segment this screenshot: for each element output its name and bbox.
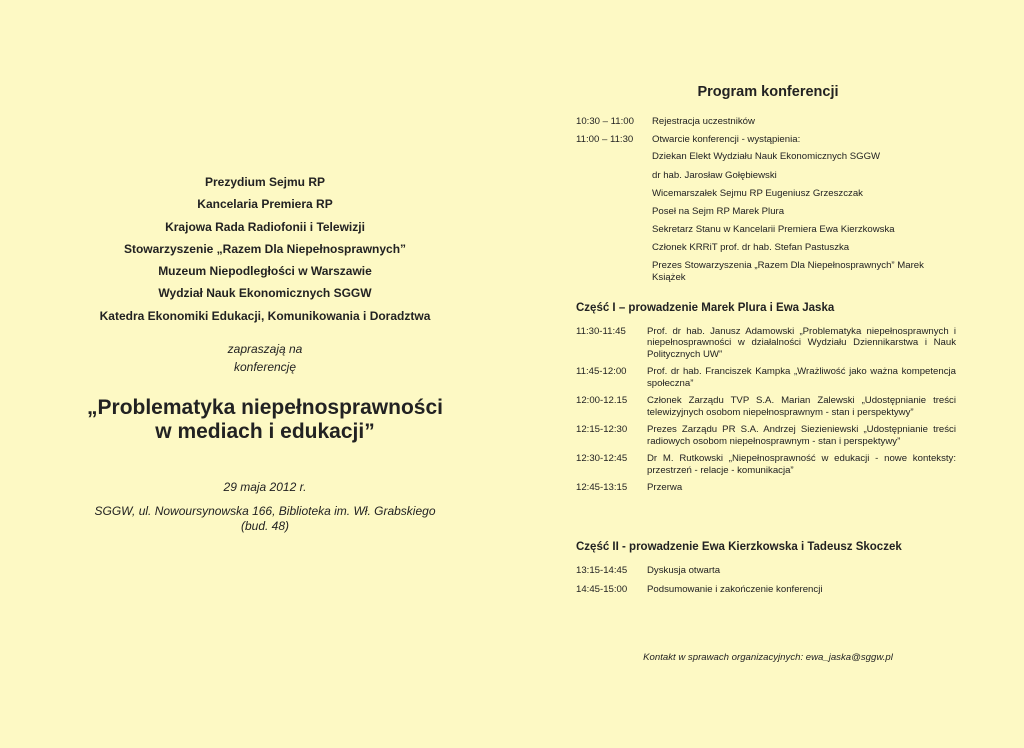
schedule-time: 12:00-12.15: [576, 395, 628, 407]
contact-info: Kontakt w sprawach organizacyjnych: ewa_jaska@sggw.pl: [643, 652, 893, 663]
organizer: Wydział Nauk Ekonomicznych SGGW: [158, 286, 372, 301]
schedule-row: [576, 565, 956, 576]
organizer: Kancelaria Premiera RP: [197, 197, 333, 212]
schedule-row: [576, 482, 956, 493]
invitation-line: konferencję: [233, 360, 297, 374]
schedule-desc: Prezes Zarządu PR S.A. Andrzej Siezieniewski „Udostępnianie treści radiowych osobom niepełnosprawnym - stan i perspektywy”: [647, 424, 956, 447]
session1-title: Część I – prowadzenie Marek Plura i Ewa Jaska: [576, 302, 835, 314]
speaker: Członek KRRiT prof. dr hab. Stefan Pastuszka: [652, 241, 850, 253]
schedule-row: [576, 584, 956, 595]
schedule-desc: Prof. dr hab. Janusz Adamowski „Problematyka niepełnosprawnych i niepełnosprawności w działalności Wydziału Dziennikarstwa i Nauk Politycznych UW”: [647, 326, 956, 360]
conference-date: 29 maja 2012 r.: [223, 480, 307, 494]
speaker: dr hab. Jarosław Gołębiewski: [652, 169, 777, 181]
schedule-desc: Rejestracja uczestników: [652, 116, 755, 127]
schedule-desc: Prof. dr hab. Franciszek Kampka „Wrażliwość jako ważna kompetencja społeczna”: [647, 366, 956, 389]
schedule-row: [576, 326, 956, 360]
invitation-text: [60, 340, 470, 376]
opening-schedule: [576, 113, 956, 285]
schedule-desc: Dr M. Rutkowski „Niepełnosprawność w edukacji - nowe konteksty: przestrzeń - relacje - komunikacja”: [647, 453, 956, 476]
conference-title: [40, 396, 490, 444]
schedule-time: 13:15-14:45: [576, 565, 628, 576]
schedule-time: 12:45-13:15: [576, 482, 628, 494]
organizer: Krajowa Rada Radiofonii i Telewizji: [165, 219, 365, 234]
schedule-desc: Członek Zarządu TVP S.A. Marian Zalewski „Udostępnianie treści telewizyjnych osobom niepełnosprawnym - stan i perspektywy”: [647, 395, 956, 418]
speaker: Dziekan Elekt Wydziału Nauk Ekonomicznych SGGW: [652, 151, 881, 163]
schedule-time: 11:00 – 11:30: [576, 133, 634, 145]
schedule-time: 14:45-15:00: [576, 583, 628, 595]
conference-title-line: „Problematyka niepełnosprawności: [87, 396, 443, 419]
schedule-row: [576, 366, 956, 389]
venue-line: (bud. 48): [240, 519, 290, 533]
schedule-desc: Podsumowanie i zakończenie konferencji: [647, 583, 823, 595]
schedule-row: [576, 131, 956, 149]
schedule-time: 10:30 – 11:00: [576, 116, 634, 127]
speaker: Poseł na Sejm RP Marek Plura: [652, 205, 785, 217]
organizer: Stowarzyszenie „Razem Dla Niepełnosprawnych”: [123, 241, 407, 256]
schedule-desc: Przerwa: [647, 482, 683, 494]
schedule-desc: Dyskusja otwarta: [647, 565, 721, 576]
organizer: Muzeum Niepodległości w Warszawie: [158, 264, 372, 279]
program-title: Program konferencji: [697, 84, 839, 100]
schedule-row: [576, 453, 956, 476]
organizer: Prezydium Sejmu RP: [204, 175, 326, 189]
schedule-time: 11:30-11:45: [576, 326, 626, 337]
venue-line: SGGW, ul. Nowoursynowska 166, Biblioteka im. Wł. Grabskiego: [94, 504, 436, 518]
schedule-time: 11:45-12:00: [576, 366, 627, 378]
session1-schedule: [576, 326, 956, 500]
organizers-list: [60, 171, 470, 327]
speaker: Prezes Stowarzyszenia „Razem Dla Niepełnosprawnych” Marek Książek: [652, 259, 924, 284]
session2-schedule: [576, 565, 956, 603]
invitation-line: zapraszają na: [227, 342, 303, 356]
session2-title: Część II - prowadzenie Ewa Kierzkowska i Tadeusz Skoczek: [576, 541, 902, 553]
speaker-list: [576, 148, 956, 285]
conference-title-line: w mediach i edukacji”: [155, 420, 375, 443]
schedule-row: [576, 424, 956, 447]
schedule-time: 12:15-12:30: [576, 424, 628, 436]
schedule-desc: Otwarcie konferencji - wystąpienia:: [652, 133, 801, 145]
speaker: Wicemarszałek Sejmu RP Eugeniusz Grzeszczak: [652, 187, 863, 199]
speaker: Sekretarz Stanu w Kancelarii Premiera Ewa Kierzkowska: [652, 223, 895, 235]
schedule-row: [576, 395, 956, 418]
schedule-time: 12:30-12:45: [576, 453, 628, 465]
schedule-row: [576, 113, 956, 131]
organizer: Katedra Ekonomiki Edukacji, Komunikowania i Doradztwa: [99, 308, 431, 323]
conference-venue: [60, 504, 470, 534]
